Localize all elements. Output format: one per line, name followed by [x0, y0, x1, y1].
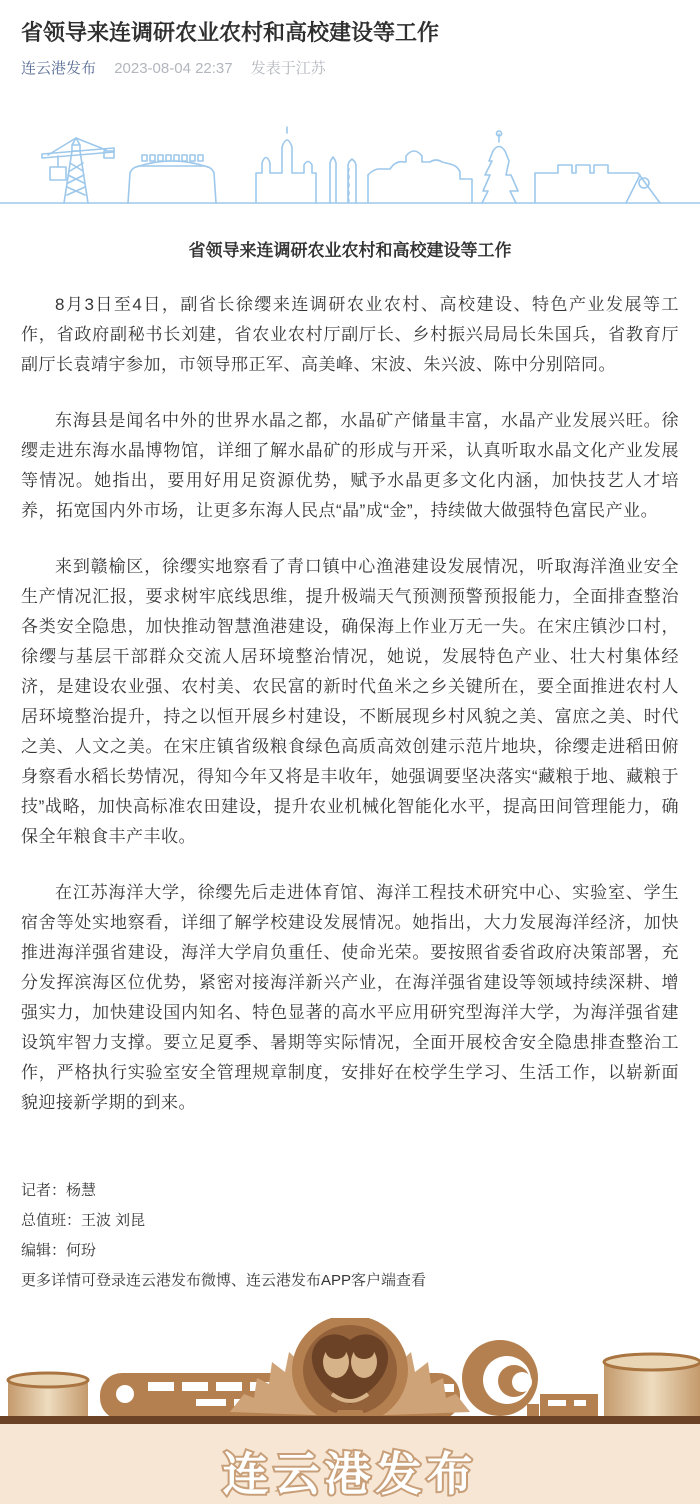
credits-block: [21, 1176, 679, 1296]
article-heading: 省领导来连调研农业农村和高校建设等工作: [188, 240, 512, 260]
publish-time: 2023-08-04 22:37: [114, 59, 233, 77]
skyline-illustration: [0, 117, 700, 222]
byline: [21, 59, 679, 79]
source-account-link[interactable]: 连云港发布: [21, 59, 97, 77]
city-skyline-lineart-icon: [0, 117, 700, 222]
publish-location: 发表于江苏: [250, 59, 326, 77]
credit-editor: 编辑：何玢: [21, 1241, 97, 1259]
banner-logo-text: 连云港发布: [222, 1446, 478, 1501]
article-paragraph-4: 在江苏海洋大学，徐缨先后走进体育馆、海洋工程技术研究中心、实验室、学生宿舍等处实地察看，详细了解学校建设发展情况。她指出，大力发展海洋经济，加快推进海洋强省建设，海洋大学肩负重任、使命光荣。要按照省委省政府决策部署，充分发挥滨海区位优势，紧密对接海洋新兴产业，在海洋强省建设等领域持续深耕、增强实力，加快建设国内知名、特色显著的高水平应用研究型海洋大学，为海洋强省建设筑牢智力支撑。要立足夏季、暑期等实际情况，全面开展校舍安全隐患排查整治工作，严格执行实验室安全管理规章制度，安排好在校学生学习、生活工作，以崭新面貌迎接新学期的到来。: [21, 882, 679, 1112]
credit-more-info: 更多详情可登录连云港发布微博、连云港发布APP客户端查看: [21, 1271, 427, 1289]
article-paragraph-3: 来到赣榆区，徐缨实地察看了青口镇中心渔港建设发展情况，听取海洋渔业安全生产情况汇报，要求树牢底线思维，提升极端天气预测预警预报能力，全面排查整治各类安全隐患，加快推动智慧渔港建设，确保海上作业万无一失。在宋庄镇沙口村，徐缨与基层干部群众交流人居环境整治情况，她说，发展特色产业、壮大村集体经济，是建设农业强、农村美、农民富的新时代鱼米之乡关键所在，要全面推进农村人居环境整治提升，持之以恒开展乡村建设，不断展现乡村风貌之美、富庶之美、时代之美、人文之美。在宋庄镇省级粮食绿色高质高效创建示范片地块，徐缨走进稻田俯身察看水稻长势情况，得知今年又将是丰收年，她强调要坚决落实“藏粮于地、藏粮于技”战略，加快高标准农田建设，提升农业机械化智能化水平，提高田间管理能力，确保全年粮食丰产丰收。: [21, 556, 679, 846]
credit-duty-editor: 总值班：王波 刘昆: [21, 1211, 146, 1229]
article-page: [0, 18, 700, 1504]
page-title: 省领导来连调研农业农村和高校建设等工作: [21, 20, 440, 45]
credit-reporter: 记者：杨慧: [21, 1181, 97, 1199]
article-paragraph-1: 8月3日至4日，副省长徐缨来连调研农业农村、高校建设、特色产业发展等工作，省政府副秘书长刘建，省农业农村厅副厅长、乡村振兴局局长朱国兵，省教育厅副厅长袁靖宇参加，市领导邢正军、高美峰、宋波、朱兴波、陈中分别陪同。: [21, 294, 679, 374]
article-paragraph-2: 东海县是闻名中外的世界水晶之都，水晶矿产储量丰富，水晶产业发展兴旺。徐缨走进东海水晶博物馆，详细了解水晶矿的形成与开采，认真听取水晶文化产业发展等情况。她指出，要用好用足资源优势，赋予水晶更多文化内涵，加快技艺人才培养，拓宽国内外市场，让更多东海人民点“晶”成“金”，持续做大做强特色富民产业。: [21, 410, 679, 520]
